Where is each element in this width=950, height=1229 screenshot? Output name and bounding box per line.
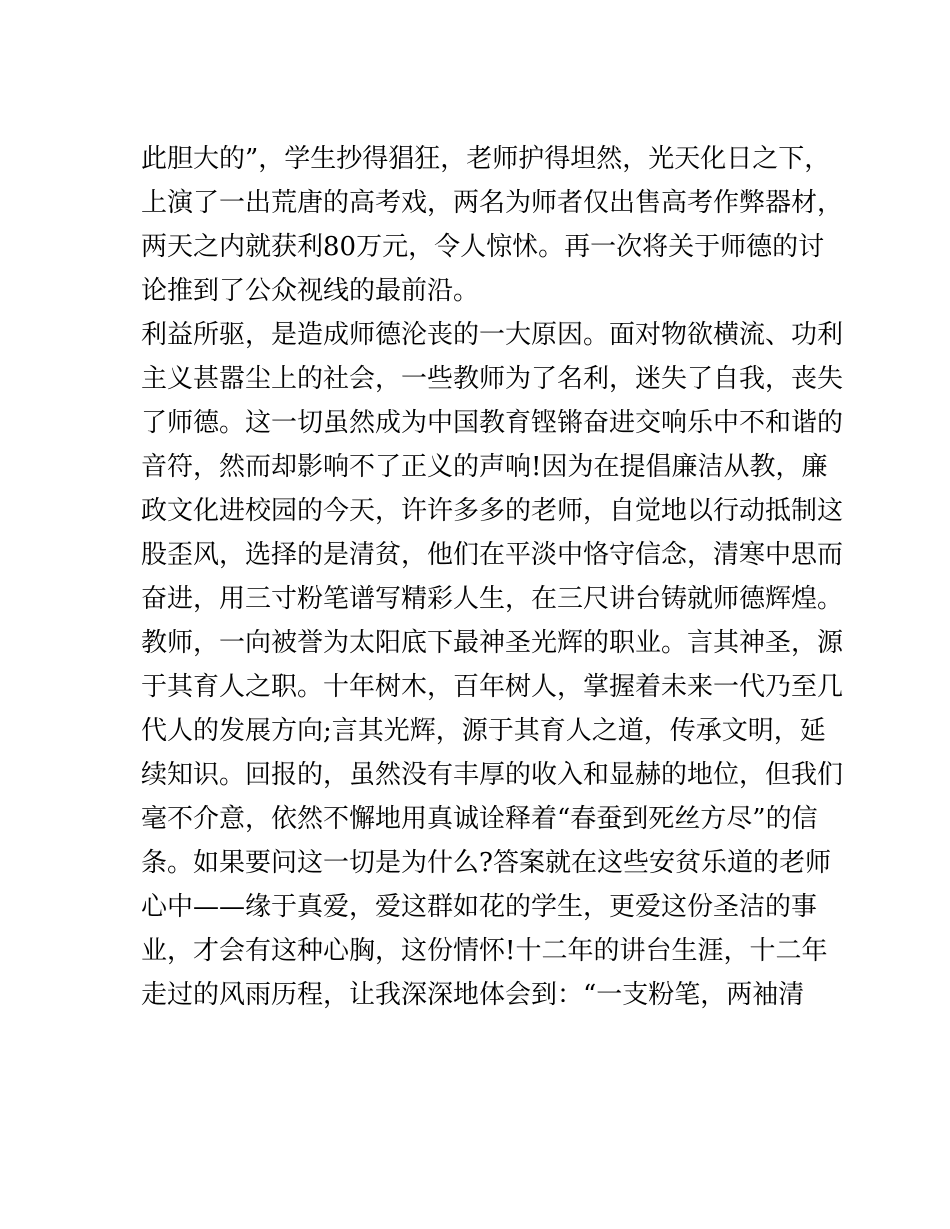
text-line: 走过的风雨历程，让我深深地体会到：“一支粉笔，两袖清 bbox=[141, 980, 805, 1010]
text-line: 业，才会有这种心胸，这份情怀!十二年的讲台生涯，十二年 bbox=[141, 936, 828, 966]
text-line: 政文化进校园的今天，许许多多的老师，自觉地以行动抵制这 bbox=[141, 496, 844, 526]
text-line: 心中——缘于真爱，爱这群如花的学生，更爱这份圣洁的事 bbox=[141, 892, 818, 922]
text-line: 主义甚嚣尘上的社会，一些教师为了名利，迷失了自我，丧失 bbox=[141, 364, 844, 394]
text-line: 此胆大的”，学生抄得猖狂，老师护得坦然，光天化日之下， bbox=[141, 144, 831, 174]
text-line: 教师，一向被誉为太阳底下最神圣光辉的职业。言其神圣，源 bbox=[141, 628, 844, 658]
text-line: 奋进，用三寸粉笔谱写精彩人生，在三尺讲台铸就师德辉煌。 bbox=[141, 584, 844, 614]
text-line: 了师德。这一切虽然成为中国教育铿锵奋进交响乐中不和谐的 bbox=[141, 408, 844, 438]
body-text bbox=[141, 137, 844, 1017]
text-line: 上演了一出荒唐的高考戏，两名为师者仅出售高考作弊器材， bbox=[141, 188, 844, 218]
text-line: 毫不介意，依然不懈地用真诚诠释着“春蚕到死丝方尽”的信 bbox=[141, 804, 818, 834]
text-line: 利益所驱，是造成师德沦丧的一大原因。面对物欲横流、功利 bbox=[141, 320, 844, 350]
text-line: 代人的发展方向;言其光辉，源于其育人之道，传承文明，延 bbox=[141, 716, 826, 746]
text-line: 论推到了公众视线的最前沿。 bbox=[141, 276, 480, 306]
text-line: 两天之内就获利80万元，令人惊怵。再一次将关于师德的讨 bbox=[141, 232, 825, 262]
text-line: 条。如果要问这一切是为什么?答案就在这些安贫乐道的老师 bbox=[141, 848, 831, 878]
text-line: 续知识。回报的，虽然没有丰厚的收入和显赫的地位，但我们 bbox=[141, 760, 844, 790]
text-line: 股歪风，选择的是清贫，他们在平淡中恪守信念，清寒中思而 bbox=[141, 540, 844, 570]
text-line: 于其育人之职。十年树木，百年树人，掌握着未来一代乃至几 bbox=[141, 672, 844, 702]
text-line: 音符，然而却影响不了正义的声响!因为在提倡廉洁从教，廉 bbox=[141, 452, 828, 482]
